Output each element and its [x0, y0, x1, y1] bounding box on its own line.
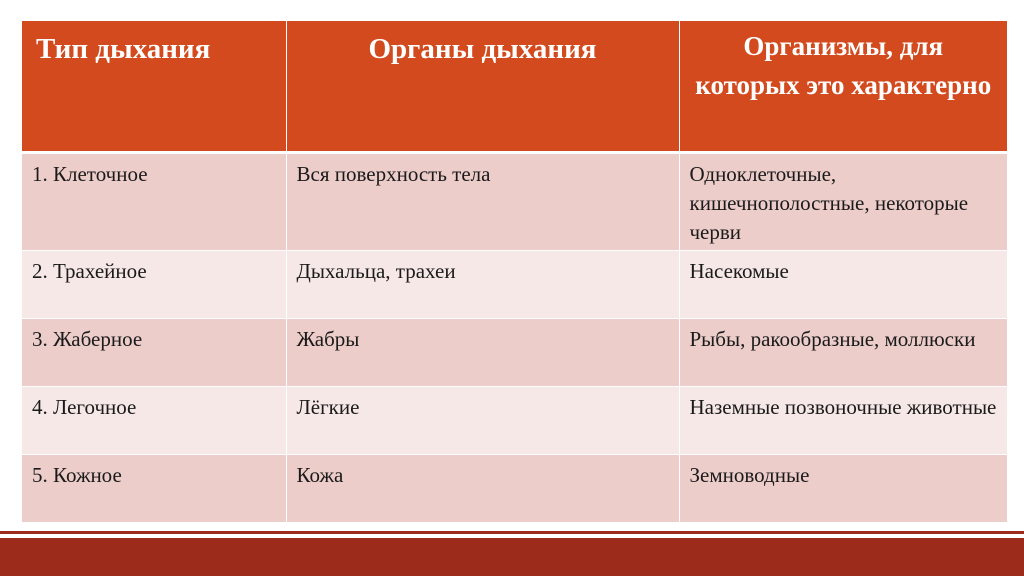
header-respiratory-organs: Органы дыхания	[286, 21, 679, 152]
footer-band	[0, 538, 1024, 576]
cell-organisms: Рыбы, ракообразные, моллюски	[679, 318, 1007, 386]
cell-organisms: Наземные позвоночные животные	[679, 386, 1007, 454]
cell-breathing-type: 4. Легочное	[22, 386, 286, 454]
cell-organisms: Насекомые	[679, 250, 1007, 318]
header-organisms: Организмы, для которых это характерно	[679, 21, 1007, 152]
cell-respiratory-organs: Кожа	[286, 454, 679, 522]
respiration-table	[22, 21, 1007, 523]
cell-breathing-type: 1. Клеточное	[22, 152, 286, 250]
cell-breathing-type: 3. Жаберное	[22, 318, 286, 386]
table-row	[22, 250, 1007, 318]
footer-divider	[0, 531, 1024, 534]
cell-respiratory-organs: Лёгкие	[286, 386, 679, 454]
header-breathing-type: Тип дыхания	[22, 21, 286, 152]
table-row	[22, 386, 1007, 454]
table-row	[22, 152, 1007, 250]
cell-respiratory-organs: Вся поверхность тела	[286, 152, 679, 250]
table-header-row	[22, 21, 1007, 152]
cell-breathing-type: 2. Трахейное	[22, 250, 286, 318]
cell-breathing-type: 5. Кожное	[22, 454, 286, 522]
cell-organisms: Земноводные	[679, 454, 1007, 522]
cell-respiratory-organs: Дыхальца, трахеи	[286, 250, 679, 318]
table-row	[22, 318, 1007, 386]
cell-respiratory-organs: Жабры	[286, 318, 679, 386]
table-row	[22, 454, 1007, 522]
cell-organisms: Одноклеточные, кишечнополостные, некоторые черви	[679, 152, 1007, 250]
